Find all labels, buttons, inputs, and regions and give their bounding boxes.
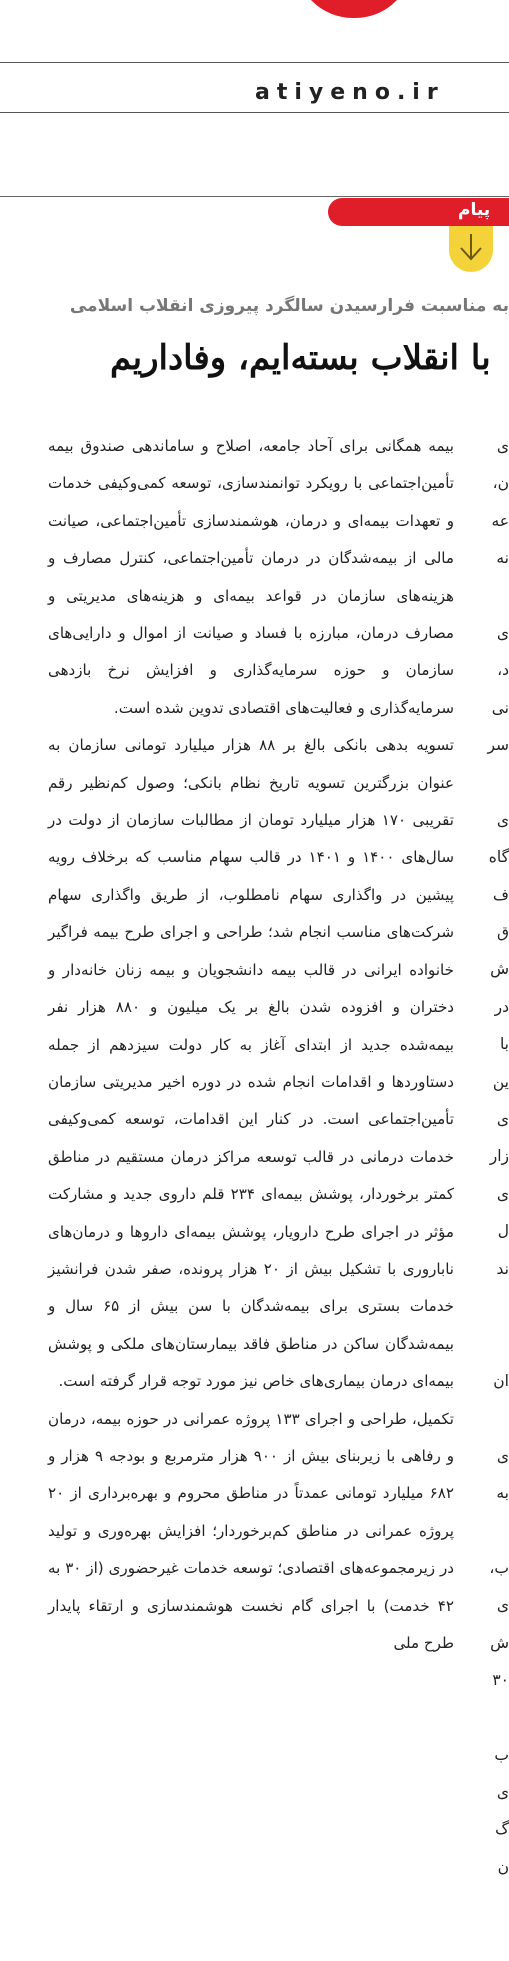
adjacent-column-fragment: گ (495, 1820, 509, 1839)
adjacent-column-fragment (463, 1886, 509, 1923)
article-headline: با انقلاب بسته‌ایم، وفاداریم (110, 338, 491, 378)
masthead-rule-bottom (0, 112, 509, 113)
adjacent-column-fragment: عه (491, 511, 509, 530)
adjacent-column-fragment (463, 1699, 509, 1736)
section-label: پیام (458, 200, 491, 220)
adjacent-column-fragment (463, 1924, 509, 1961)
adjacent-column-fragment: ی (496, 1783, 509, 1802)
adjacent-column-fragment: د، (497, 661, 509, 680)
adjacent-column-fragment: به (496, 1483, 509, 1502)
adjacent-column-fragment: ن (497, 1857, 509, 1876)
adjacent-column-fragment: ن، (492, 474, 509, 493)
adjacent-column-fragment: ان (493, 1371, 509, 1390)
adjacent-column-fragment: ی (496, 810, 509, 829)
adjacent-column-fragment: ی (496, 437, 509, 455)
adjacent-column-fragment: ین (492, 1072, 509, 1091)
adjacent-column-fragment: نه (496, 549, 509, 568)
adjacent-column-fragment: ق (496, 923, 509, 942)
adjacent-column-fragment (463, 1325, 509, 1362)
adjacent-column-fragment: گاه (488, 848, 509, 867)
adjacent-column-fragment: سر (487, 736, 509, 755)
masthead-rule-top (0, 62, 509, 63)
adjacent-column-fragment: زار (489, 1147, 509, 1166)
adjacent-column-fragment: نی (491, 698, 509, 717)
adjacent-column-fragment: ش (490, 1633, 509, 1652)
adjacent-column-fragment (463, 578, 509, 615)
article-paragraph: تکمیل، طراحی و اجرای ۱۳۳ پروژه عمرانی در حوزه بیمه، درمان و رفاهی با زیربنای بیش از ۹۰۰ هزار مترمربع و بودجه ۹ هزار و ۶۸۲ میلیارد تومانی عمدتاً در مناطق محروم و بهره‌برداری از ۲۰ پروژه عمرانی در مناطق کم‌برخوردار؛ افزایش بهره‌وری و تولید در زیرمجموعه‌های اقتصادی؛ توسعه خدمات غیرحضوری (از ۳۰ به ۴۲ خدمت) با اجرای گام نخست هوشمندسازی و ارتقاء پایدار طرح ملی (48, 1409, 454, 1652)
adjacent-column (463, 428, 509, 1876)
adjacent-column-fragment: در (494, 997, 509, 1016)
adjacent-column-fragment: ی (496, 1110, 509, 1129)
section-badge (449, 226, 493, 272)
adjacent-column-fragment: ۳۰ (492, 1670, 509, 1689)
adjacent-column-fragment: ب، (489, 1558, 509, 1577)
adjacent-column-fragment (463, 765, 509, 802)
adjacent-column-fragment (463, 1512, 509, 1549)
adjacent-column-fragment: ی (496, 1446, 509, 1465)
site-url: atiyeno.ir (255, 80, 445, 105)
masthead-logo (295, 0, 413, 18)
adjacent-column-fragment: ی (496, 1184, 509, 1203)
adjacent-column-fragment (463, 1400, 509, 1437)
adjacent-column-fragment: ل (497, 1222, 509, 1241)
arrow-down-icon (458, 232, 484, 262)
article-body (48, 428, 454, 1662)
article-paragraph: تسویه بدهی بانکی بالغ بر ۸۸ هزار میلیارد تومانی سازمان به عنوان بزرگترین تسویه تاریخ نظام بانکی؛ وصول کم‌نظیر رقم تقریبی ۱۷۰ هزار میلیارد تومان از مطالبات سازمان از دولت در سال‌های ۱۴۰۰ و ۱۴۰۱ در قالب سهام مناسب که برخلاف رویه پیشین در واگذاری سهام نامطلوب، از طریق واگذاری سهام شرکت‌های مناسب انجام شد؛ طراحی و اجرای طرح بیمه فراگیر خانواده ایرانی در قالب بیمه دانشجویان و بیمه زنان خانه‌دار و دختران و افزوده شدن بالغ بر یک میلیون و ۸۸۰ هزار نفر بیمه‌شده جدید از ابتدای آغاز به کار دولت سیزدهم از جمله دستاوردها و اقدامات انجام شده در دوره اخیر مدیریتی سازمان تأمین‌اجتماعی است. در کنار این اقدامات، توسعه کمی‌وکیفی خدمات درمانی در قالب توسعه مراکز درمان مستقیم در مناطق کمتر برخوردار، پوشش بیمه‌ای ۲۳۴ قلم داروی جدید و مشارکت مؤثر در اجرای طرح دارویار، پوشش بیمه‌ای داروها و درمان‌های ناباروری با تشکیل بیش از ۲۰ هزار پرونده، صفر شدن فرانشیز خدمات بستری برای بیمه‌شدگان با سن بیش از ۶۵ سال و بیمه‌شدگان ساکن در مناطق فاقد بیمارستان‌های ملکی و پوشش بیمه‌ای درمان بیماری‌های خاص نیز مورد توجه قرار گرفته است. (48, 736, 454, 1391)
adjacent-column-fragment: با (499, 1035, 509, 1054)
adjacent-column-fragment: ی (496, 623, 509, 642)
article-kicker: به مناسبت فرارسیدن سالگرد پیروزی انقلاب اسلامی (69, 296, 509, 316)
adjacent-column-fragment: ی (496, 1596, 509, 1615)
adjacent-column-fragment: ند (496, 1259, 509, 1278)
adjacent-column-fragment: ش (490, 960, 509, 979)
adjacent-column-fragment (463, 1288, 509, 1325)
adjacent-column-fragment: ب (494, 1745, 509, 1764)
section-rule (0, 196, 509, 197)
article-paragraph: بیمه همگانی برای آحاد جامعه، اصلاح و ساماندهی صندوق بیمه تأمین‌اجتماعی با رویکرد توانمندسازی، توسعه کمی‌وکیفی خدمات و تعهدات بیمه‌ای و درمان، هوشمندسازی تأمین‌اجتماعی، صیانت مالی از بیمه‌شدگان در درمان تأمین‌اجتماعی، کنترل مصارف و هزینه‌های سازمان در قواعد بیمه‌ای و هزینه‌های مدیریتی و مصارف درمان، مبارزه با فساد و صیانت از اموال و دارایی‌های سازمان و حوزه سرمایه‌گذاری و افزایش نرخ بازدهی سرمایه‌گذاری و فعالیت‌های اقتصادی تدوین شده است. (48, 437, 454, 717)
adjacent-column-fragment: ف (492, 885, 509, 904)
